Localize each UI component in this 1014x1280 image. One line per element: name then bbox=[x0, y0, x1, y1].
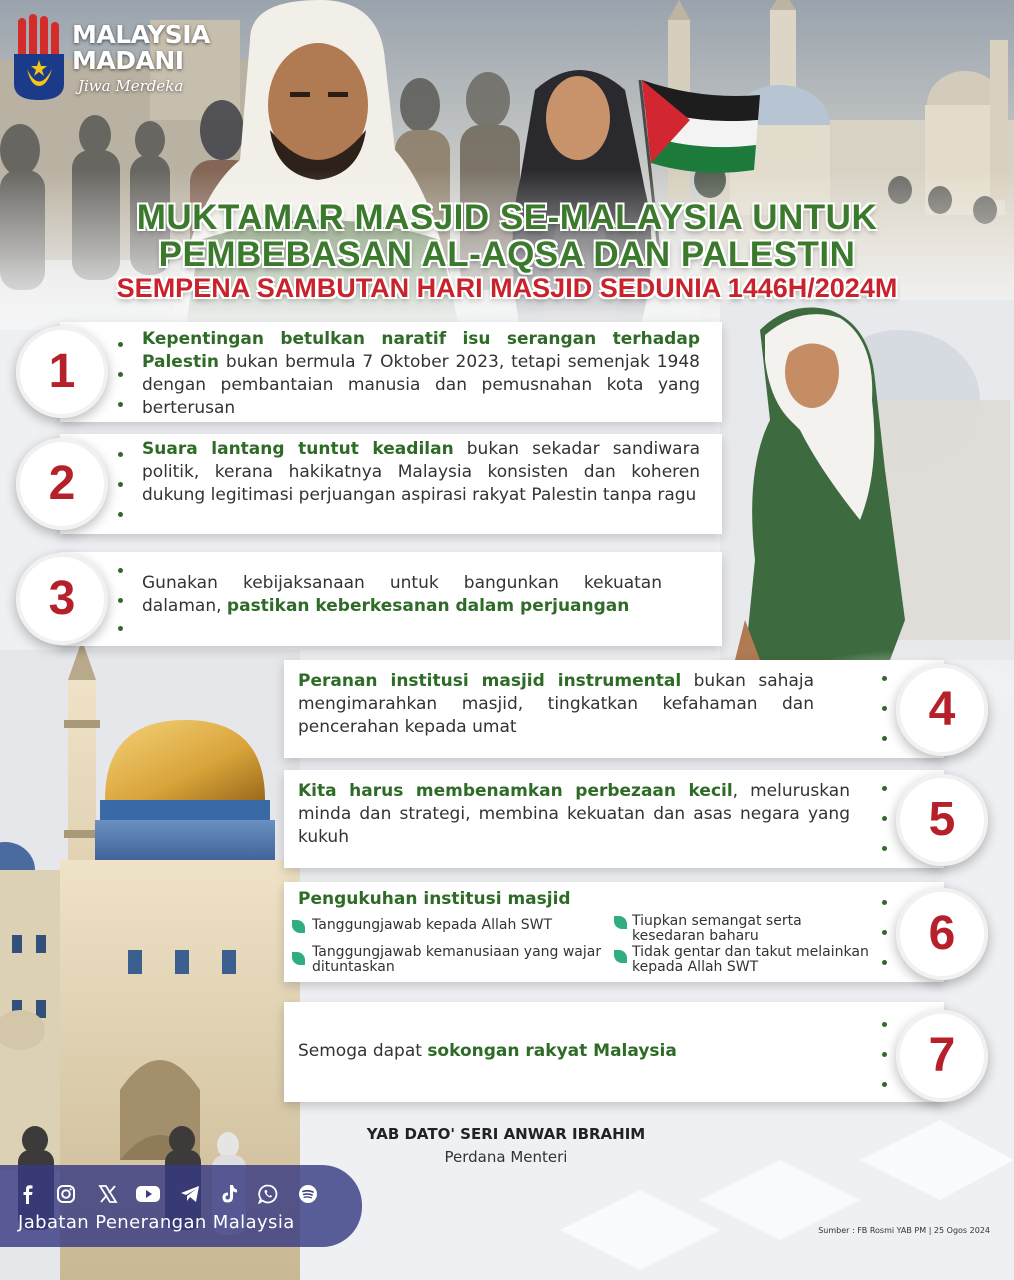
bullet-dots-1 bbox=[118, 328, 124, 418]
point-title-6 bbox=[298, 888, 858, 911]
point-text-4 bbox=[298, 670, 814, 739]
leaf-bullet-icon bbox=[614, 950, 627, 963]
point-6-sub-3: Tiupkan semangat serta kesedaran baharu bbox=[632, 913, 802, 944]
logo-tagline: Jiwa Merdeka bbox=[78, 77, 184, 95]
bullet-dots-2 bbox=[118, 438, 124, 528]
point-rest-2: bukan sekadar sandiwara politik, kerana hakikatnya Malaysia konsisten dan koheren dukung legitimasi perjuangan aspirasi rakyat Palestin tanpa ragu bbox=[142, 439, 700, 505]
point-text-3 bbox=[142, 572, 662, 618]
point-6-sub-4: Tidak gentar dan takut melainkan kepada Allah SWT bbox=[632, 944, 869, 975]
leaf-bullet-icon bbox=[292, 920, 305, 933]
title-line-2: PEMBEBASAN AL-AQSA DAN PALESTIN bbox=[158, 235, 856, 274]
number-badge-3 bbox=[16, 553, 108, 645]
point-bold-5: Kita harus membenamkan perbezaan kecil bbox=[298, 781, 733, 801]
point-text-1 bbox=[142, 328, 700, 420]
youtube-icon[interactable] bbox=[136, 1184, 160, 1204]
point-bold-6: Pengukuhan institusi masjid bbox=[298, 889, 571, 909]
point-bold-4: Peranan institusi masjid instrumental bbox=[298, 671, 682, 691]
point-bold-3: pastikan keberkesanan dalam perjuangan bbox=[226, 596, 630, 616]
number-badge-5 bbox=[896, 774, 988, 866]
signature-name: YAB DATO' SERI ANWAR IBRAHIM bbox=[366, 1125, 646, 1143]
point-bold-2: Suara lantang tuntut keadilan bbox=[142, 439, 454, 459]
instagram-icon[interactable] bbox=[56, 1184, 76, 1204]
number-badge-4 bbox=[896, 664, 988, 756]
point-bold-7: sokongan rakyat Malaysia bbox=[427, 1041, 677, 1061]
madani-hand-emblem-icon bbox=[12, 14, 68, 104]
footer-bar bbox=[0, 1165, 362, 1247]
bullet-dots-7 bbox=[882, 1010, 888, 1100]
logo-text-malaysia: MALAYSIA bbox=[72, 20, 210, 49]
bullet-dots-6 bbox=[882, 888, 888, 978]
whatsapp-icon[interactable] bbox=[258, 1184, 278, 1204]
point-pre-3: Gunakan kebijaksanaan untuk bangunkan kekuatan dalaman, bbox=[142, 573, 662, 616]
facebook-icon[interactable] bbox=[18, 1184, 38, 1204]
point-pre-7: Semoga dapat bbox=[298, 1041, 428, 1061]
title-line-1: MUKTAMAR MASJID SE-MALAYSIA UNTUK bbox=[136, 198, 878, 237]
title-line-3: SEMPENA SAMBUTAN HARI MASJID SEDUNIA 1446H/2024M bbox=[116, 273, 898, 303]
point-text-7 bbox=[298, 1040, 838, 1063]
number-6: 6 bbox=[928, 907, 956, 960]
signature-role: Perdana Menteri bbox=[444, 1148, 568, 1166]
point-6-sub-1: Tanggungjawab kepada Allah SWT bbox=[312, 917, 553, 933]
bullet-dots-4 bbox=[882, 664, 888, 754]
number-badge-7 bbox=[896, 1010, 988, 1102]
telegram-icon[interactable] bbox=[180, 1184, 200, 1204]
x-icon[interactable] bbox=[98, 1184, 118, 1204]
number-5: 5 bbox=[928, 793, 956, 846]
point-rest-5: , meluruskan minda dan strategi, membina kekuatan dan asas negara yang kukuh bbox=[298, 781, 850, 847]
spotify-icon[interactable] bbox=[298, 1184, 318, 1204]
number-badge-2 bbox=[16, 438, 108, 530]
footer-agency-name: Jabatan Penerangan Malaysia bbox=[18, 1212, 295, 1233]
number-1: 1 bbox=[48, 345, 76, 398]
number-3: 3 bbox=[48, 572, 76, 625]
malaysia-madani-logo bbox=[12, 14, 222, 104]
number-7: 7 bbox=[928, 1029, 956, 1082]
number-2: 2 bbox=[48, 457, 76, 510]
point-rest-1: bukan bermula 7 Oktober 2023, tetapi semenjak 1948 dengan pembantaian manusia dan pemusnahan kota yang berterusan bbox=[142, 352, 700, 418]
leaf-bullet-icon bbox=[292, 952, 305, 965]
point-text-5 bbox=[298, 780, 850, 849]
point-bold-1: Kepentingan betulkan naratif isu serangan terhadap Palestin bbox=[142, 329, 700, 372]
point-rest-4: bukan sahaja mengimarahkan masjid, tingkatkan kefahaman dan pencerahan kepada umat bbox=[298, 671, 815, 737]
bullet-dots-3 bbox=[118, 556, 124, 646]
number-badge-1 bbox=[16, 326, 108, 418]
point-6-sub-2: Tanggungjawab kemanusiaan yang wajar dituntaskan bbox=[312, 944, 602, 975]
tiktok-icon[interactable] bbox=[219, 1184, 239, 1204]
bullet-dots-5 bbox=[882, 774, 888, 864]
number-4: 4 bbox=[928, 683, 956, 736]
logo-text-madani: MADANI bbox=[72, 46, 184, 75]
number-badge-6 bbox=[896, 888, 988, 980]
point-text-2 bbox=[142, 438, 700, 507]
source-credit: Sumber : FB Rosmi YAB PM | 25 Ogos 2024 bbox=[818, 1226, 990, 1235]
leaf-bullet-icon bbox=[614, 916, 627, 929]
